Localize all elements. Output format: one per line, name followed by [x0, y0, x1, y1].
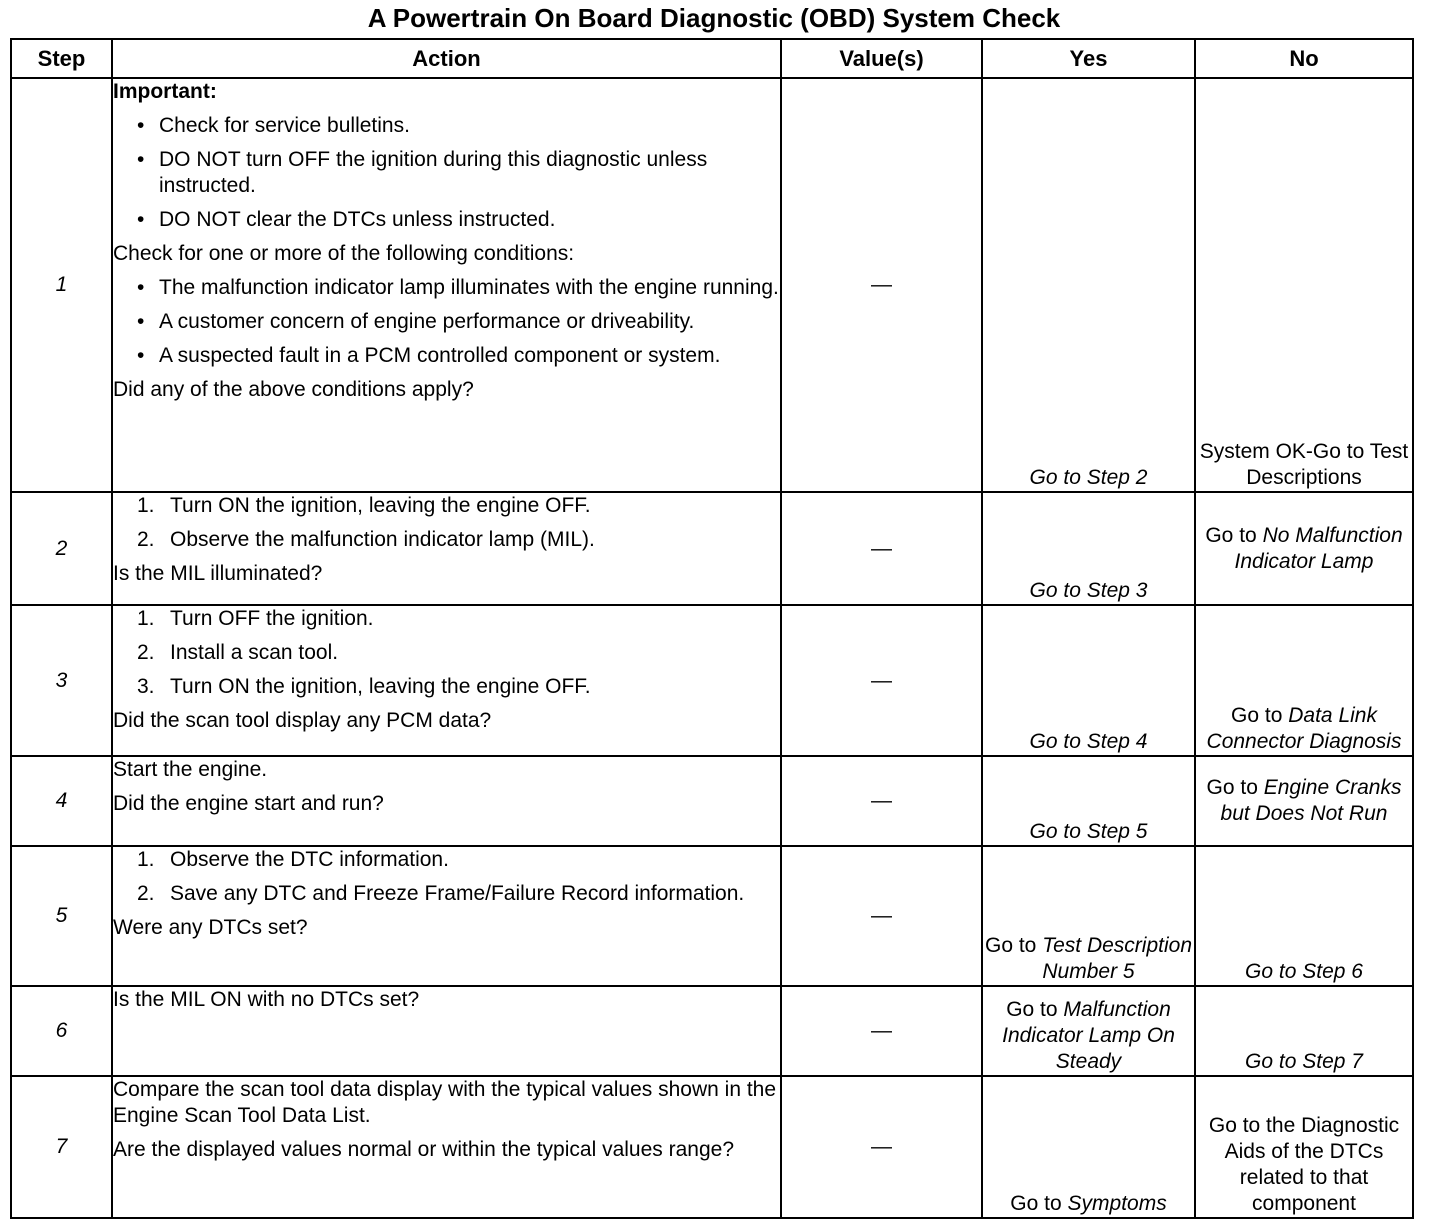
header-row: [11, 39, 1413, 78]
question: Did the scan tool display any PCM data?: [113, 709, 492, 732]
obd-system-check-table: [10, 38, 1414, 1219]
value-cell: —: [781, 78, 982, 492]
yes-cell: [982, 605, 1195, 756]
action-cell: [112, 492, 781, 605]
no-cell: Go to Engine Cranks but Does Not Run: [1195, 756, 1413, 846]
no-cell: [1195, 986, 1413, 1076]
value-cell: —: [781, 846, 982, 986]
yes-ref: Test Description Number 5: [1042, 934, 1192, 983]
yes-ref: Symptoms: [1067, 1192, 1167, 1215]
no-cell: System OK-Go to Test Descriptions: [1195, 78, 1413, 492]
list-item: • DO NOT turn OFF the ignition during this diagnostic unless instructed.: [113, 147, 780, 199]
question: Are the displayed values normal or within the typical values range?: [113, 1138, 735, 1161]
table-row: [11, 986, 1413, 1076]
header-values: Value(s): [781, 39, 982, 78]
list-item: 2. Install a scan tool.: [137, 641, 339, 664]
step-number: 7: [11, 1076, 112, 1218]
no-ref: Engine Cranks but Does Not Run: [1220, 776, 1402, 825]
conditions-intro: Check for one or more of the following conditions:: [113, 242, 575, 265]
value-cell: —: [781, 986, 982, 1076]
action-cell: [112, 605, 781, 756]
question: Is the MIL illuminated?: [113, 562, 323, 585]
value-cell: —: [781, 756, 982, 846]
step-number: 2: [11, 492, 112, 605]
header-action: Action: [112, 39, 781, 78]
header-no: No: [1195, 39, 1413, 78]
no-cell: Go to Data Link Connector Diagnosis: [1195, 605, 1413, 756]
action-cell: [112, 756, 781, 846]
yes-ref: Malfunction Indicator Lamp On Steady: [1002, 998, 1175, 1073]
step-number: 1: [11, 78, 112, 492]
yes-cell: Go to Symptoms: [982, 1076, 1195, 1218]
step-number: 5: [11, 846, 112, 986]
step-number: 6: [11, 986, 112, 1076]
yes-ref: Go to Step 4: [1029, 730, 1148, 753]
value-cell: —: [781, 605, 982, 756]
yes-ref: Go to Step 2: [1029, 466, 1148, 489]
yes-ref: Go to Step 3: [1029, 579, 1148, 602]
list-item: 2. Observe the malfunction indicator lamp (MIL).: [137, 528, 595, 551]
value-cell: —: [781, 492, 982, 605]
header-step: Step: [11, 39, 112, 78]
no-cell: Go to No Malfunction Indicator Lamp: [1195, 492, 1413, 605]
action-cell: [112, 1076, 781, 1218]
table-row: [11, 846, 1413, 986]
no-cell: [1195, 846, 1413, 986]
list-item: 1. Turn OFF the ignition.: [137, 607, 374, 630]
important-label: Important:: [113, 80, 217, 103]
list-item: • The malfunction indicator lamp illuminates with the engine running.: [113, 275, 780, 301]
list-item: • Check for service bulletins.: [113, 113, 780, 139]
instruction: Compare the scan tool data display with the typical values shown in the Engine Scan Tool Data List.: [113, 1078, 777, 1127]
no-ref: Go to Step 7: [1245, 1050, 1363, 1073]
instruction: Start the engine.: [113, 758, 268, 781]
yes-cell: [982, 756, 1195, 846]
table-row: [11, 78, 1413, 492]
step-number: 3: [11, 605, 112, 756]
table-row: [11, 1076, 1413, 1218]
yes-ref: Go to Step 5: [1029, 820, 1148, 843]
list-item: 1. Turn ON the ignition, leaving the engine OFF.: [137, 494, 591, 517]
no-ref: No Malfunction Indicator Lamp: [1234, 523, 1403, 573]
yes-cell: [982, 78, 1195, 492]
no-ref: Go to Step 6: [1245, 960, 1363, 983]
list-item: • DO NOT clear the DTCs unless instructed.: [113, 207, 780, 233]
list-item: • A suspected fault in a PCM controlled component or system.: [113, 343, 780, 369]
value-cell: —: [781, 1076, 982, 1218]
no-ref: Data Link Connector Diagnosis: [1206, 704, 1402, 753]
list-item: 2. Save any DTC and Freeze Frame/Failure Record information.: [137, 882, 745, 905]
step-number: 4: [11, 756, 112, 846]
action-cell: [112, 78, 781, 492]
list-item: • A customer concern of engine performance or driveability.: [113, 309, 780, 335]
yes-cell: [982, 492, 1195, 605]
no-cell: Go to the Diagnostic Aids of the DTCs related to that component: [1195, 1076, 1413, 1218]
yes-cell: Go to Test Description Number 5: [982, 846, 1195, 986]
document-title: A Powertrain On Board Diagnostic (OBD) System Check: [367, 3, 1061, 33]
action-cell: [112, 986, 781, 1076]
table-row: [11, 605, 1413, 756]
question: Is the MIL ON with no DTCs set?: [113, 988, 420, 1011]
table-row: [11, 756, 1413, 846]
question: Did any of the above conditions apply?: [113, 378, 474, 401]
yes-cell: Go to Malfunction Indicator Lamp On Steady: [982, 986, 1195, 1076]
list-item: 1. Observe the DTC information.: [137, 848, 449, 871]
list-item: 3. Turn ON the ignition, leaving the engine OFF.: [137, 675, 591, 698]
table-row: [11, 492, 1413, 605]
action-cell: [112, 846, 781, 986]
question: Were any DTCs set?: [113, 916, 308, 939]
question: Did the engine start and run?: [113, 792, 384, 815]
header-yes: Yes: [982, 39, 1195, 78]
